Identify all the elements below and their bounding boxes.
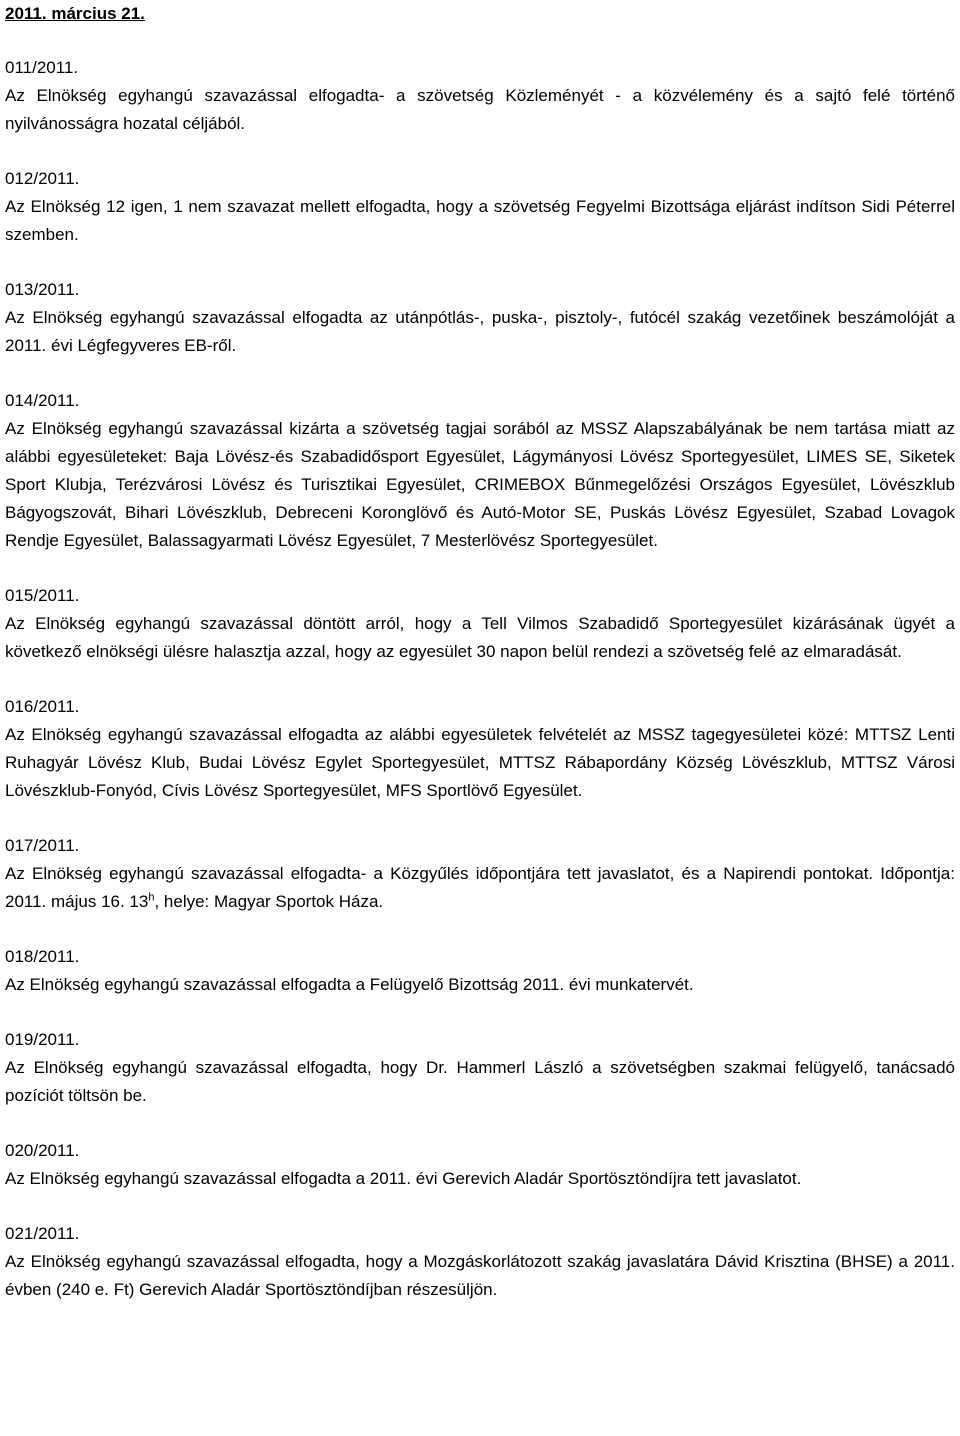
resolution-text-tail: , helye: Magyar Sportok Háza.	[154, 892, 384, 911]
resolution-entry	[5, 832, 955, 916]
resolution-text: Az Elnökség egyhangú szavazással elfogadta a 2011. évi Gerevich Aladár Sportösztöndíjra tett javaslatot.	[5, 1169, 802, 1188]
resolution-number: 018/2011.	[5, 947, 80, 966]
resolution-number: 015/2011.	[5, 586, 80, 605]
resolution-number: 012/2011.	[5, 169, 80, 188]
resolution-entry	[5, 387, 955, 555]
hour-superscript: h	[148, 891, 155, 904]
resolution-text: Az Elnökség egyhangú szavazással elfogadta a Felügyelő Bizottság 2011. évi munkatervét.	[5, 975, 694, 994]
resolution-entry	[5, 54, 955, 138]
resolution-text: Az Elnökség egyhangú szavazással döntött arról, hogy a Tell Vilmos Szabadidő Sportegyesület kizárásának ügyét a következő elnökségi ülésre halasztja azzal, hogy az egyesület 30 napon belül rendezi a szövetség felé az elmaradását.	[5, 614, 955, 661]
resolution-number: 014/2011.	[5, 391, 80, 410]
resolution-entry	[5, 1026, 955, 1110]
resolution-text-main: Az Elnökség egyhangú szavazással elfogadta- a Közgyűlés időpontjára tett javaslatot, és a Napirendi pontokat. Időpontja: 2011. május 16. 13	[5, 864, 955, 911]
resolution-entry	[5, 276, 955, 360]
resolution-number: 020/2011.	[5, 1141, 80, 1160]
resolution-text: Az Elnökség egyhangú szavazással elfogadta- a szövetség Közleményét - a közvélemény és a sajtó felé történő nyilvánosságra hozatal céljából.	[5, 86, 955, 133]
resolution-entry	[5, 1220, 955, 1304]
resolution-number: 011/2011.	[5, 58, 79, 77]
resolution-text	[5, 860, 955, 916]
resolution-entry	[5, 582, 955, 666]
resolution-text: Az Elnökség egyhangú szavazással elfogadta az utánpótlás-, puska-, pisztoly-, futócél szakág vezetőinek beszámolóját a 2011. évi Légfegyveres EB-ről.	[5, 308, 955, 355]
resolution-number: 013/2011.	[5, 280, 80, 299]
resolution-text: Az Elnökség egyhangú szavazással elfogadta, hogy a Mozgáskorlátozott szakág javaslatára Dávid Krisztina (BHSE) a 2011. évben (240 e. Ft) Gerevich Aladár Sportösztöndíjban részesüljön.	[5, 1252, 955, 1299]
resolution-entry	[5, 165, 955, 249]
resolution-entry	[5, 693, 955, 805]
date-heading: 2011. március 21.	[5, 4, 145, 23]
resolution-number: 021/2011.	[5, 1224, 80, 1243]
resolution-number: 016/2011.	[5, 697, 80, 716]
resolution-entry	[5, 1137, 955, 1193]
resolution-text: Az Elnökség 12 igen, 1 nem szavazat mellett elfogadta, hogy a szövetség Fegyelmi Bizottsága eljárást indítson Sidi Péterrel szemben.	[5, 197, 955, 244]
document-page	[5, 0, 955, 1304]
resolution-entry	[5, 943, 955, 999]
resolution-number: 017/2011.	[5, 836, 80, 855]
resolution-text: Az Elnökség egyhangú szavazással elfogadta, hogy Dr. Hammerl László a szövetségben szakmai felügyelő, tanácsadó pozíciót töltsön be.	[5, 1058, 955, 1105]
resolution-number: 019/2011.	[5, 1030, 80, 1049]
resolution-text: Az Elnökség egyhangú szavazással kizárta a szövetség tagjai sorából az MSSZ Alapszabályának be nem tartása miatt az alábbi egyesületeket: Baja Lövész-és Szabadidősport Egyesület, Lágymányosi Lövész Sportegyesület, LIMES SE, Siketek Sport Klubja, Terézvárosi Lövész és Turisztikai Egyesület, CRIMEBOX Bűnmegelőzési Országos Egyesület, Lövészklub Bágyogszovát, Bihari Lövészklub, Debreceni Koronglövő és Autó-Motor SE, Puskás Lövész Egyesület, Szabad Lovagok Rendje Egyesület, Balassagyarmati Lövész Egyesület, 7 Mesterlövész Sportegyesület.	[5, 419, 955, 550]
resolution-text: Az Elnökség egyhangú szavazással elfogadta az alábbi egyesületek felvételét az MSSZ tagegyesületei közé: MTTSZ Lenti Ruhagyár Lövész Klub, Budai Lövész Egylet Sportegyesület, MTTSZ Rábapordány Község Lövészklub, MTTSZ Városi Lövészklub-Fonyód, Cívis Lövész Sportegyesület, MFS Sportlövő Egyesület.	[5, 725, 955, 800]
